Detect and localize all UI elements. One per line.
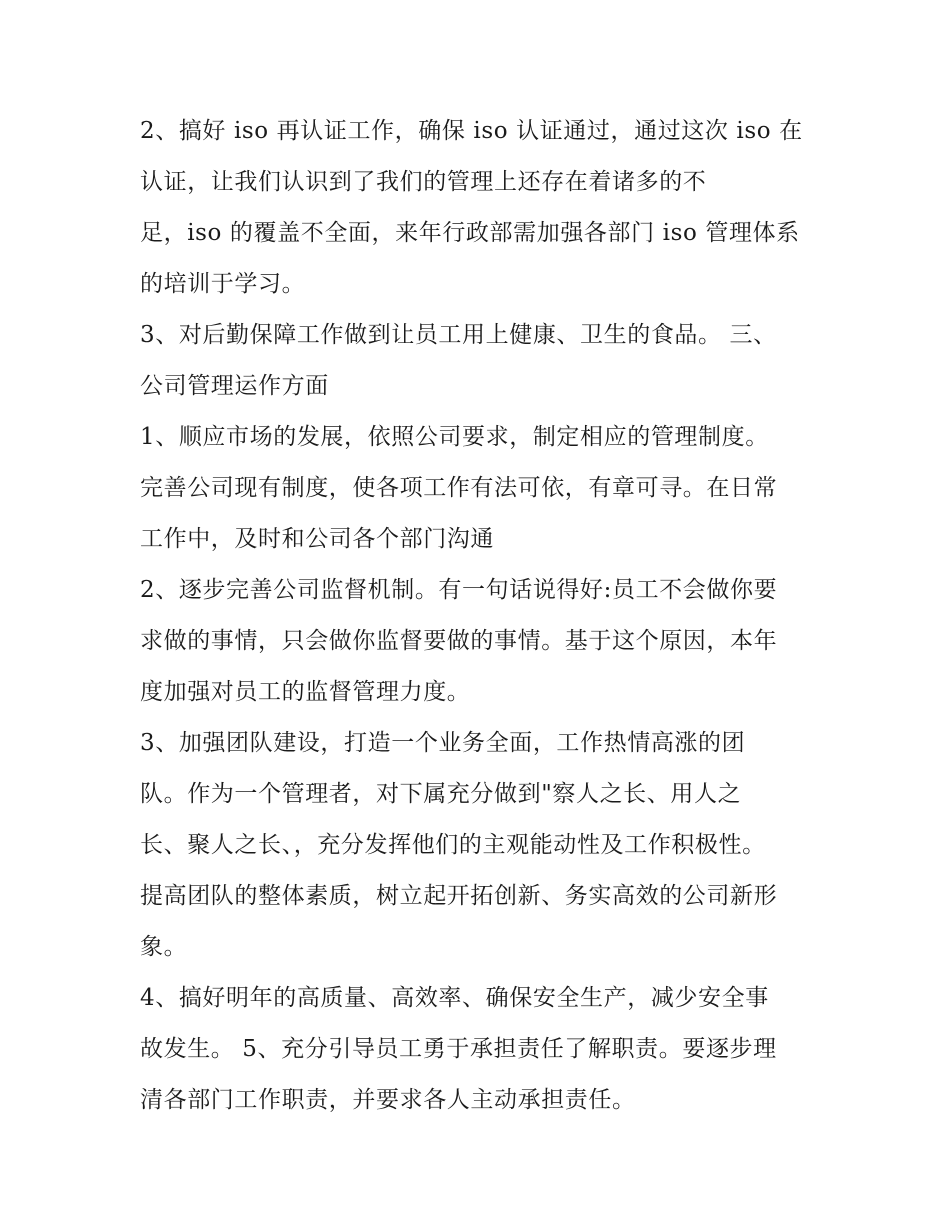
text-line: 足，iso 的覆盖不全面，来年行政部需加强各部门 iso 管理体系 [140, 220, 800, 246]
document-body [140, 106, 830, 1126]
text-line: 的培训于学习。 [140, 271, 306, 297]
text-line: 故发生。 5、充分引导员工勇于承担责任了解职责。要逐步理 [140, 1036, 777, 1062]
text-line: 完善公司现有制度，使各项工作有法可依，有章可寻。在日常 [140, 475, 778, 501]
text-line: 求做的事情，只会做你监督要做的事情。基于这个原因，本年 [140, 628, 778, 654]
text-line: 长、聚人之长、，充分发挥他们的主观能动性及工作积极性。 [140, 832, 766, 858]
text-line: 提高团队的整体素质，树立起开拓创新、务实高效的公司新形 [140, 883, 778, 909]
text-line: 1、顺应市场的发展，依照公司要求，制定相应的管理制度。 [140, 424, 769, 450]
text-line: 3、加强团队建设，打造一个业务全面，工作热情高涨的团 [140, 730, 746, 756]
text-line: 2、搞好 iso 再认证工作，确保 iso 认证通过，通过这次 iso 在 [140, 118, 803, 144]
text-line: 2、逐步完善公司监督机制。有一句话说得好:员工不会做你要 [140, 577, 778, 603]
text-line: 3、对后勤保障工作做到让员工用上健康、卫生的食品。 三、 [140, 322, 777, 348]
text-line: 队。作为一个管理者，对下属充分做到"察人之长、用人之 [140, 781, 742, 807]
text-line: 象。 [140, 934, 188, 960]
section-heading: 公司管理运作方面 [140, 373, 329, 399]
text-line: 清各部门工作职责，并要求各人主动承担责任。 [140, 1087, 636, 1113]
text-line: 工作中，及时和公司各个部门沟通 [140, 526, 494, 552]
text-line: 认证，让我们认识到了我们的管理上还存在着诸多的不 [140, 169, 707, 195]
text-line: 4、搞好明年的高质量、高效率、确保安全生产，减少安全事 [140, 985, 769, 1011]
text-line: 度加强对员工的监督管理力度。 [140, 679, 471, 705]
